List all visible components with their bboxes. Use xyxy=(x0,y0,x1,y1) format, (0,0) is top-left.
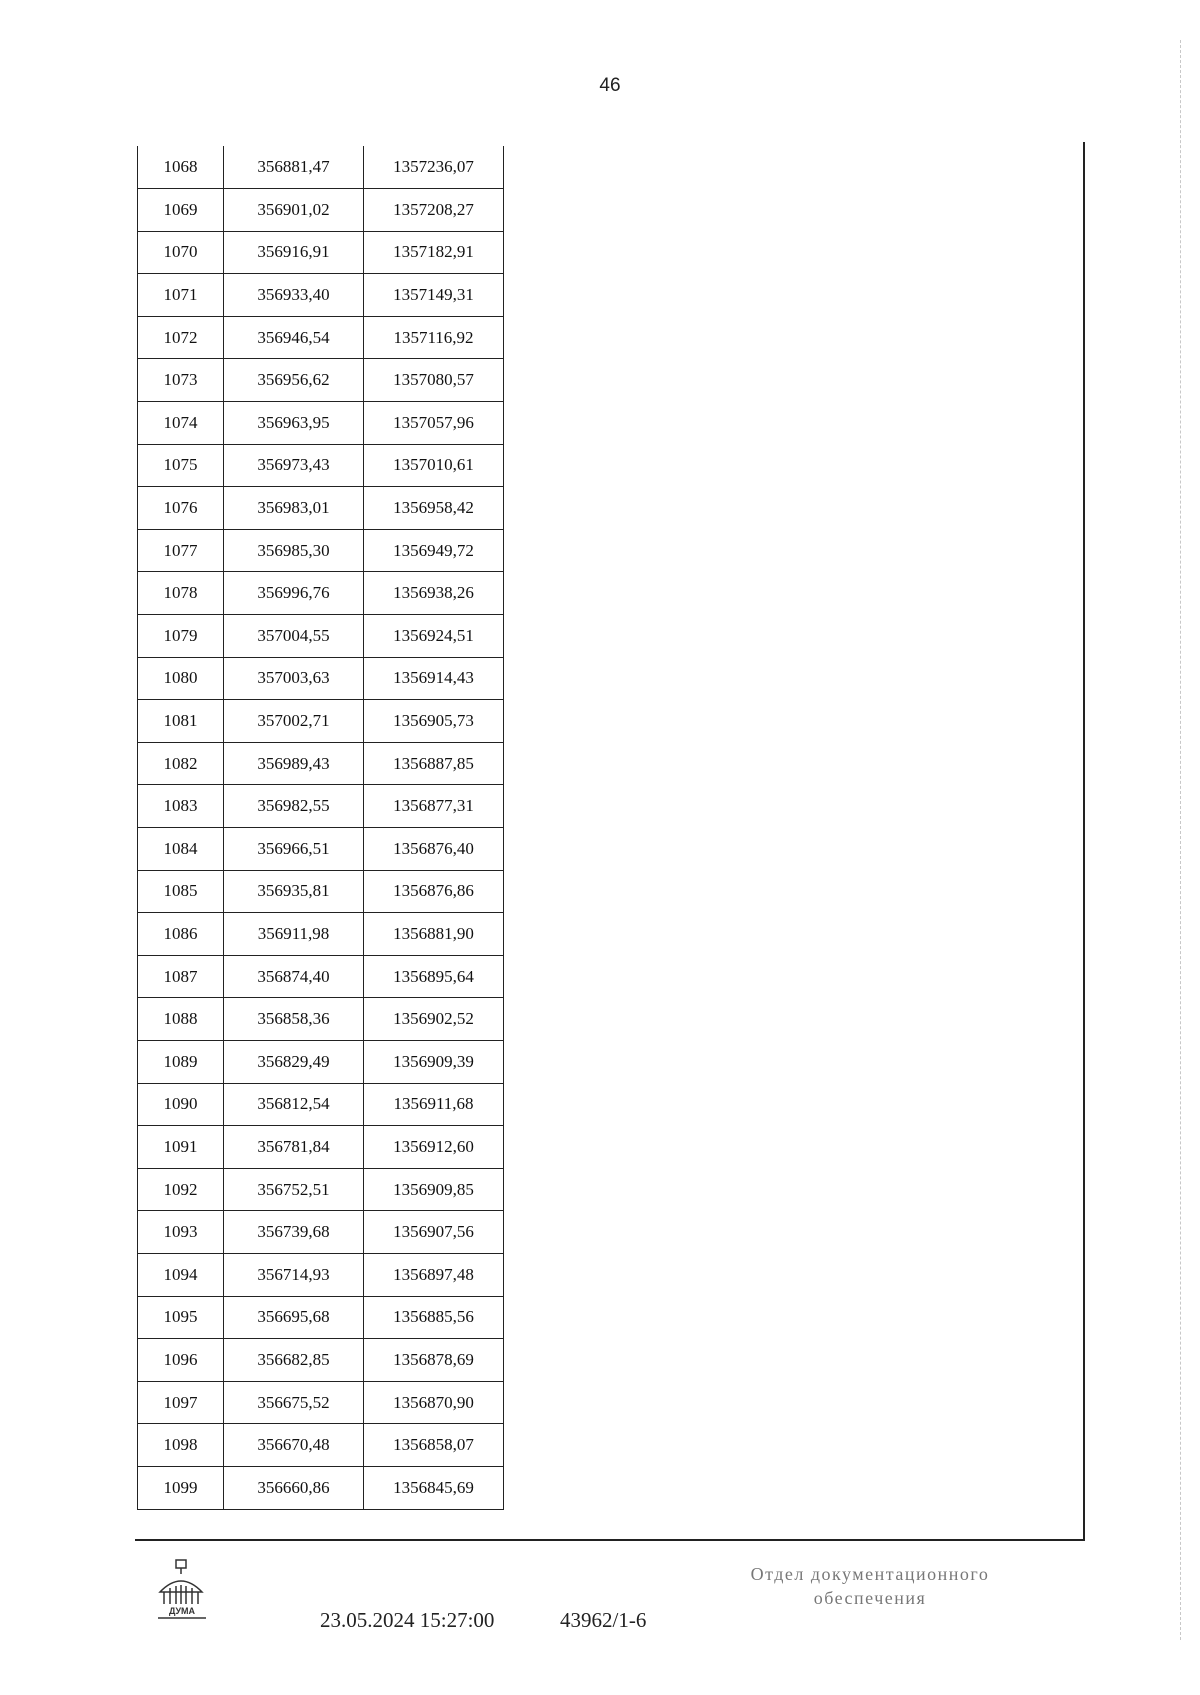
table-row xyxy=(138,402,504,445)
point-number-cell: 1096 xyxy=(138,1339,224,1382)
table-row xyxy=(138,1466,504,1509)
y-coordinate-cell: 1357182,91 xyxy=(364,231,504,274)
table-row xyxy=(138,1126,504,1169)
y-coordinate-cell: 1356845,69 xyxy=(364,1466,504,1509)
y-coordinate-cell: 1356907,56 xyxy=(364,1211,504,1254)
point-number-cell: 1079 xyxy=(138,615,224,658)
x-coordinate-cell: 356933,40 xyxy=(224,274,364,317)
x-coordinate-cell: 356670,48 xyxy=(224,1424,364,1467)
stamp-line-1: Отдел документационного xyxy=(750,1564,990,1584)
y-coordinate-cell: 1357208,27 xyxy=(364,189,504,232)
table-row xyxy=(138,316,504,359)
point-number-cell: 1081 xyxy=(138,700,224,743)
y-coordinate-cell: 1357116,92 xyxy=(364,316,504,359)
table-row xyxy=(138,785,504,828)
y-coordinate-cell: 1357057,96 xyxy=(364,402,504,445)
y-coordinate-cell: 1356911,68 xyxy=(364,1083,504,1126)
x-coordinate-cell: 356916,91 xyxy=(224,231,364,274)
table-row xyxy=(138,1296,504,1339)
x-coordinate-cell: 356985,30 xyxy=(224,529,364,572)
x-coordinate-cell: 356956,62 xyxy=(224,359,364,402)
x-coordinate-cell: 356739,68 xyxy=(224,1211,364,1254)
scan-edge-line xyxy=(1180,40,1182,1640)
point-number-cell: 1074 xyxy=(138,402,224,445)
x-coordinate-cell: 356881,47 xyxy=(224,146,364,189)
y-coordinate-cell: 1356958,42 xyxy=(364,487,504,530)
point-number-cell: 1086 xyxy=(138,913,224,956)
x-coordinate-cell: 356660,86 xyxy=(224,1466,364,1509)
y-coordinate-cell: 1357149,31 xyxy=(364,274,504,317)
point-number-cell: 1087 xyxy=(138,955,224,998)
y-coordinate-cell: 1356949,72 xyxy=(364,529,504,572)
y-coordinate-cell: 1356902,52 xyxy=(364,998,504,1041)
x-coordinate-cell: 356989,43 xyxy=(224,742,364,785)
point-number-cell: 1090 xyxy=(138,1083,224,1126)
y-coordinate-cell: 1356878,69 xyxy=(364,1339,504,1382)
table-row xyxy=(138,572,504,615)
y-coordinate-cell: 1356887,85 xyxy=(364,742,504,785)
x-coordinate-cell: 356966,51 xyxy=(224,828,364,871)
y-coordinate-cell: 1356870,90 xyxy=(364,1381,504,1424)
table-row xyxy=(138,487,504,530)
y-coordinate-cell: 1356914,43 xyxy=(364,657,504,700)
table-row xyxy=(138,1168,504,1211)
point-number-cell: 1076 xyxy=(138,487,224,530)
point-number-cell: 1094 xyxy=(138,1253,224,1296)
y-coordinate-cell: 1356881,90 xyxy=(364,913,504,956)
table-row xyxy=(138,870,504,913)
table-row xyxy=(138,231,504,274)
y-coordinate-cell: 1356858,07 xyxy=(364,1424,504,1467)
point-number-cell: 1089 xyxy=(138,1040,224,1083)
y-coordinate-cell: 1357236,07 xyxy=(364,146,504,189)
y-coordinate-cell: 1357080,57 xyxy=(364,359,504,402)
point-number-cell: 1088 xyxy=(138,998,224,1041)
y-coordinate-cell: 1356897,48 xyxy=(364,1253,504,1296)
table-row xyxy=(138,1083,504,1126)
y-coordinate-cell: 1357010,61 xyxy=(364,444,504,487)
y-coordinate-cell: 1356909,85 xyxy=(364,1168,504,1211)
point-number-cell: 1068 xyxy=(138,146,224,189)
y-coordinate-cell: 1356876,40 xyxy=(364,828,504,871)
footer-datetime: 23.05.2024 15:27:00 xyxy=(320,1608,495,1632)
x-coordinate-cell: 356874,40 xyxy=(224,955,364,998)
table-row xyxy=(138,1424,504,1467)
x-coordinate-cell: 356682,85 xyxy=(224,1339,364,1382)
y-coordinate-cell: 1356938,26 xyxy=(364,572,504,615)
coordinates-table xyxy=(137,146,504,1510)
x-coordinate-cell: 356752,51 xyxy=(224,1168,364,1211)
point-number-cell: 1071 xyxy=(138,274,224,317)
point-number-cell: 1070 xyxy=(138,231,224,274)
y-coordinate-cell: 1356876,86 xyxy=(364,870,504,913)
x-coordinate-cell: 356911,98 xyxy=(224,913,364,956)
point-number-cell: 1084 xyxy=(138,828,224,871)
table-row xyxy=(138,1253,504,1296)
table-row xyxy=(138,913,504,956)
table-row xyxy=(138,359,504,402)
table-row xyxy=(138,742,504,785)
footer-document-number: 43962/1-6 xyxy=(560,1608,647,1632)
point-number-cell: 1097 xyxy=(138,1381,224,1424)
point-number-cell: 1082 xyxy=(138,742,224,785)
table-row xyxy=(138,657,504,700)
table-row xyxy=(138,1040,504,1083)
point-number-cell: 1072 xyxy=(138,316,224,359)
point-number-cell: 1080 xyxy=(138,657,224,700)
table-row xyxy=(138,955,504,998)
point-number-cell: 1085 xyxy=(138,870,224,913)
x-coordinate-cell: 356973,43 xyxy=(224,444,364,487)
table-row xyxy=(138,1381,504,1424)
point-number-cell: 1098 xyxy=(138,1424,224,1467)
table-row xyxy=(138,189,504,232)
y-coordinate-cell: 1356885,56 xyxy=(364,1296,504,1339)
x-coordinate-cell: 357002,71 xyxy=(224,700,364,743)
stamp-line-2: обеспечения xyxy=(813,1588,927,1608)
x-coordinate-cell: 356675,52 xyxy=(224,1381,364,1424)
point-number-cell: 1093 xyxy=(138,1211,224,1254)
coordinates-table-body xyxy=(138,146,504,1509)
y-coordinate-cell: 1356912,60 xyxy=(364,1126,504,1169)
table-row xyxy=(138,615,504,658)
y-coordinate-cell: 1356877,31 xyxy=(364,785,504,828)
table-row xyxy=(138,444,504,487)
x-coordinate-cell: 356901,02 xyxy=(224,189,364,232)
y-coordinate-cell: 1356905,73 xyxy=(364,700,504,743)
point-number-cell: 1095 xyxy=(138,1296,224,1339)
x-coordinate-cell: 356983,01 xyxy=(224,487,364,530)
duma-logo xyxy=(150,1558,214,1622)
x-coordinate-cell: 356996,76 xyxy=(224,572,364,615)
point-number-cell: 1077 xyxy=(138,529,224,572)
x-coordinate-cell: 357004,55 xyxy=(224,615,364,658)
x-coordinate-cell: 356812,54 xyxy=(224,1083,364,1126)
point-number-cell: 1099 xyxy=(138,1466,224,1509)
point-number-cell: 1091 xyxy=(138,1126,224,1169)
y-coordinate-cell: 1356895,64 xyxy=(364,955,504,998)
point-number-cell: 1083 xyxy=(138,785,224,828)
table-row xyxy=(138,274,504,317)
page-number: 46 xyxy=(599,75,621,96)
x-coordinate-cell: 356695,68 xyxy=(224,1296,364,1339)
x-coordinate-cell: 356858,36 xyxy=(224,998,364,1041)
point-number-cell: 1092 xyxy=(138,1168,224,1211)
x-coordinate-cell: 356829,49 xyxy=(224,1040,364,1083)
x-coordinate-cell: 356946,54 xyxy=(224,316,364,359)
x-coordinate-cell: 356714,93 xyxy=(224,1253,364,1296)
table-row xyxy=(138,529,504,572)
y-coordinate-cell: 1356924,51 xyxy=(364,615,504,658)
table-row xyxy=(138,146,504,189)
point-number-cell: 1073 xyxy=(138,359,224,402)
table-row xyxy=(138,998,504,1041)
x-coordinate-cell: 356935,81 xyxy=(224,870,364,913)
point-number-cell: 1075 xyxy=(138,444,224,487)
table-row xyxy=(138,828,504,871)
x-coordinate-cell: 356982,55 xyxy=(224,785,364,828)
table-row xyxy=(138,700,504,743)
x-coordinate-cell: 357003,63 xyxy=(224,657,364,700)
point-number-cell: 1069 xyxy=(138,189,224,232)
table-row xyxy=(138,1339,504,1382)
x-coordinate-cell: 356781,84 xyxy=(224,1126,364,1169)
point-number-cell: 1078 xyxy=(138,572,224,615)
table-row xyxy=(138,1211,504,1254)
y-coordinate-cell: 1356909,39 xyxy=(364,1040,504,1083)
logo-text: ДУМА xyxy=(168,1606,196,1616)
department-stamp xyxy=(720,1562,1020,1610)
x-coordinate-cell: 356963,95 xyxy=(224,402,364,445)
